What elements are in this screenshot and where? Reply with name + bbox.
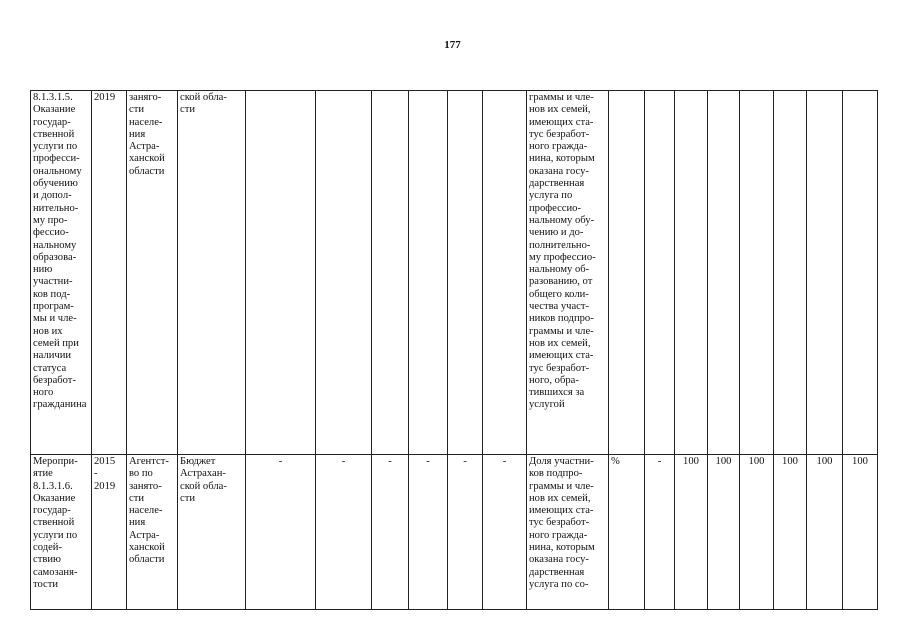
target-value-cell [675,91,708,455]
target-value-cell [740,91,774,455]
target-value-cell: 100 [843,455,878,610]
funding-value-cell [246,91,316,455]
table-row [31,455,878,610]
funding-value-cell: - [448,455,483,610]
target-value-cell: 100 [675,455,708,610]
executor-cell: Агентст- во по занято- сти населе- ния Астра- ханской области [127,455,178,610]
funding-value-cell [409,91,448,455]
funding-value-cell: - [409,455,448,610]
measure-cell: Меропри- ятие 8.1.3.1.6. Оказание государ- ственной услуги по содей- ствию самозаня- тости [31,455,92,610]
indicator-cell: Доля участни- ков подпро- граммы и чле- нов их семей, имеющих ста- тус безработ- ного гражда- нина, которым оказана госу- дарственная услуга по со- [527,455,609,610]
target-value-cell: 100 [807,455,843,610]
target-value-cell [708,91,740,455]
period-cell: 2019 [92,91,127,455]
table-row [31,91,878,455]
funding-value-cell [483,91,527,455]
target-value-cell [843,91,878,455]
funding-source-cell: Бюджет Астрахан- ской обла- сти [178,455,246,610]
target-value-cell: 100 [740,455,774,610]
target-value-cell [807,91,843,455]
base-value-cell: - [645,455,675,610]
funding-value-cell: - [246,455,316,610]
funding-value-cell [316,91,372,455]
funding-value-cell [372,91,409,455]
funding-source-cell: ской обла- сти [178,91,246,455]
base-value-cell [645,91,675,455]
indicator-cell: граммы и чле- нов их семей, имеющих ста- тус безработ- ного гражда- нина, которым оказана госу- дарственная услуга по профессио- нальному обу- чению и до- полнительно- му профессио- нальному об- разованию, от общего коли- чества участ- ников подпро- граммы и чле- нов их семей, имеющих ста- тус безработ- ного, обра- тившихся за услугой [527,91,609,455]
period-cell: 2015 - 2019 [92,455,127,610]
target-value-cell [774,91,807,455]
page-number: 177 [444,39,461,51]
target-value-cell: 100 [708,455,740,610]
funding-value-cell [448,91,483,455]
unit-cell: % [609,455,645,610]
funding-value-cell: - [316,455,372,610]
funding-value-cell: - [483,455,527,610]
target-value-cell: 100 [774,455,807,610]
measure-cell: 8.1.3.1.5. Оказание государ- ственной услуги по професси- ональному обучению и допол- нительно- му про- фессио- нальному образова- нию участни- ков под- програм- мы и чле- нов их семей при наличии статуса безработ- ного гражданина [31,91,92,455]
unit-cell [609,91,645,455]
funding-value-cell: - [372,455,409,610]
program-measures-table [30,90,878,610]
executor-cell: заняго- сти населе- ния Астра- ханской области [127,91,178,455]
